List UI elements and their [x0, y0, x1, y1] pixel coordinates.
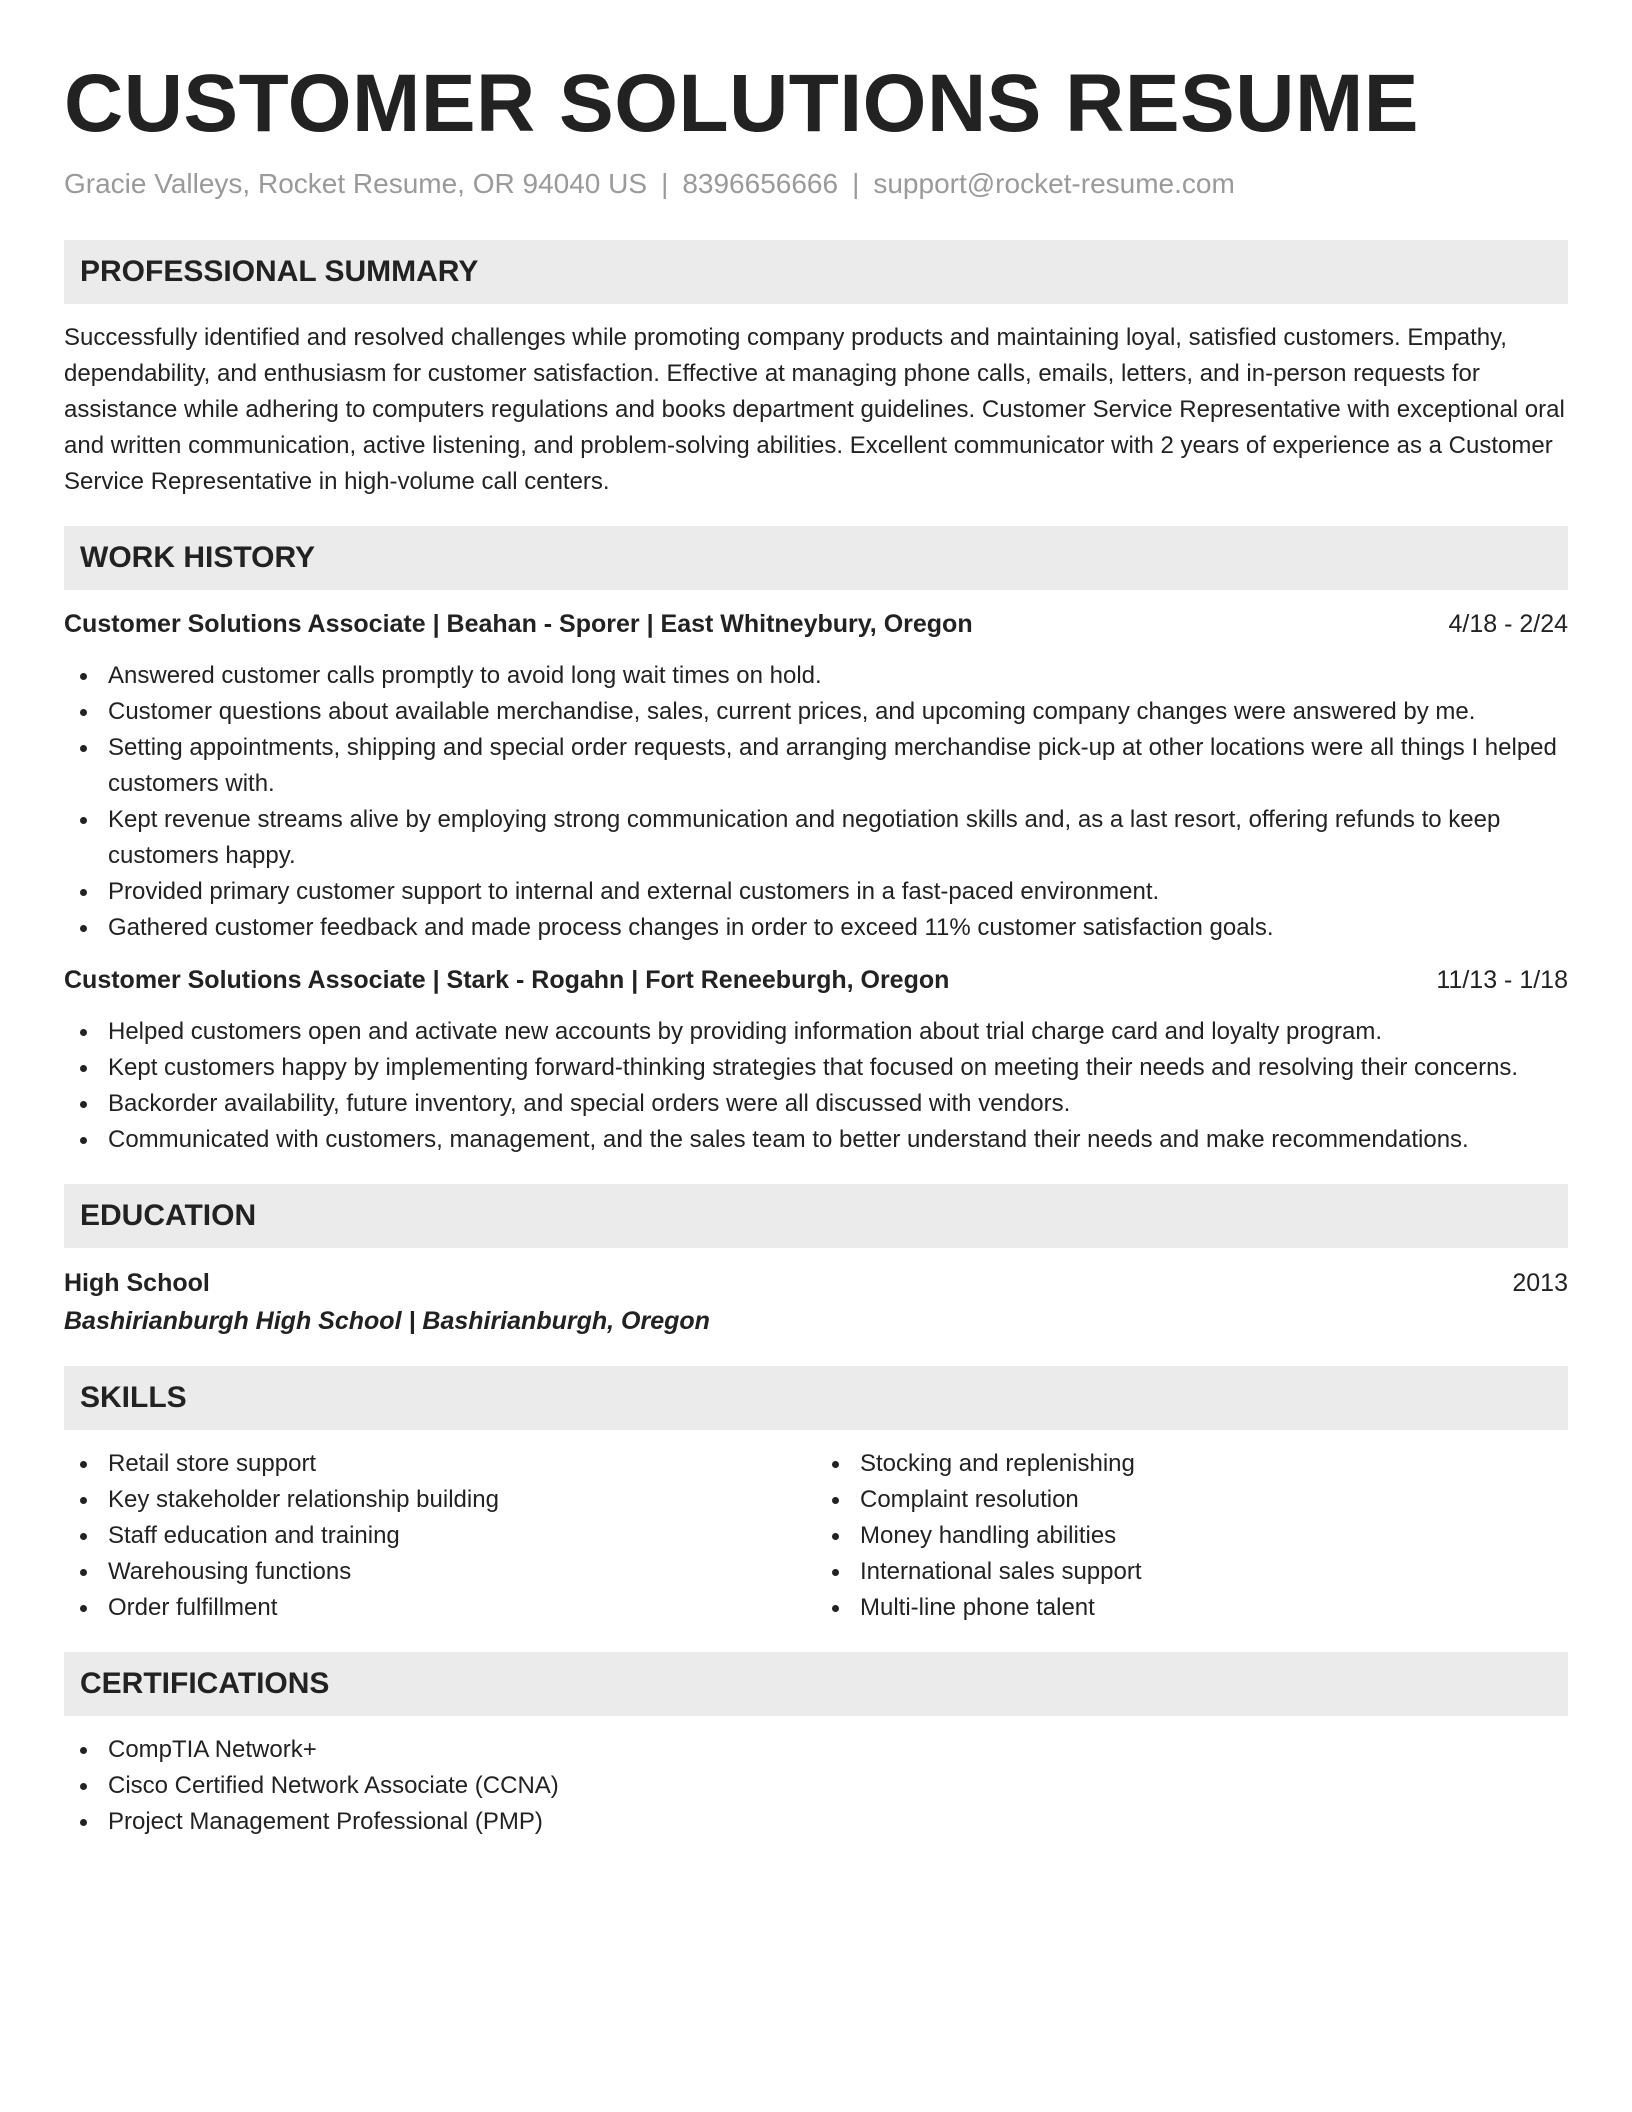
skill-item: International sales support: [816, 1554, 1568, 1590]
certifications-list: [64, 1732, 1568, 1840]
job-entry: [64, 606, 1568, 946]
contact-separator: |: [852, 168, 860, 199]
skill-item: Retail store support: [64, 1446, 816, 1482]
job-dates: 11/13 - 1/18: [1436, 966, 1568, 994]
skill-item: Order fulfillment: [64, 1590, 816, 1626]
education-school: Bashirianburgh High School | Bashirianburgh, Oregon: [64, 1307, 710, 1335]
section-header-skills: SKILLS: [64, 1366, 1568, 1430]
contact-email: support@rocket-resume.com: [873, 168, 1235, 199]
skills-left-column: [64, 1446, 816, 1626]
list-item: Customer questions about available merchandise, sales, current prices, and upcoming company changes were answered by me.: [64, 694, 1568, 730]
certification-item: CompTIA Network+: [64, 1732, 1568, 1768]
job-title: Customer Solutions Associate | Beahan - Sporer | East Whitneybury, Oregon: [64, 610, 973, 638]
job-header: [64, 606, 1568, 642]
job-bullets: [64, 658, 1568, 946]
skill-item: Warehousing functions: [64, 1554, 816, 1590]
job-entry: [64, 962, 1568, 1158]
job-title: Customer Solutions Associate | Stark - Rogahn | Fort Reneeburgh, Oregon: [64, 966, 950, 994]
skill-item: Money handling abilities: [816, 1518, 1568, 1554]
summary-text: Successfully identified and resolved challenges while promoting company products and maintaining loyal, satisfied customers. Empathy, dependability, and enthusiasm for customer satisfaction. Effective at managing phone calls, emails, letters, and in-person requests for assistance while adhering to computers regulations and books department guidelines. Customer Service Representative with exceptional oral and written communication, active listening, and problem-solving abilities. Excellent communicator with 2 years of experience as a Customer Service Representative in high-volume call centers.: [64, 324, 1565, 495]
contact-line: [64, 166, 1568, 202]
contact-phone: 8396656666: [682, 168, 839, 199]
job-header: [64, 962, 1568, 998]
section-header-work-history: WORK HISTORY: [64, 526, 1568, 590]
list-item: Communicated with customers, management, and the sales team to better understand their needs and make recommendations.: [64, 1122, 1568, 1158]
skill-item: Multi-line phone talent: [816, 1590, 1568, 1626]
job-bullets: [64, 1014, 1568, 1158]
job-dates: 4/18 - 2/24: [1448, 610, 1568, 638]
section-header-summary: PROFESSIONAL SUMMARY: [64, 240, 1568, 304]
list-item: Provided primary customer support to internal and external customers in a fast-paced environment.: [64, 874, 1568, 910]
list-item: Setting appointments, shipping and special order requests, and arranging merchandise pick-up at other locations were all things I helped customers with.: [64, 730, 1568, 802]
education-degree: High School: [64, 1269, 210, 1297]
contact-address: Gracie Valleys, Rocket Resume, OR 94040 US: [64, 168, 648, 199]
certification-item: Project Management Professional (PMP): [64, 1804, 1568, 1840]
skills-grid: [64, 1446, 1568, 1626]
section-header-education: EDUCATION: [64, 1184, 1568, 1248]
list-item: Helped customers open and activate new accounts by providing information about trial charge card and loyalty program.: [64, 1014, 1568, 1050]
resume-title: CUSTOMER SOLUTIONS RESUME: [64, 58, 1419, 149]
list-item: Kept customers happy by implementing forward-thinking strategies that focused on meeting their needs and resolving their concerns.: [64, 1050, 1568, 1086]
list-item: Gathered customer feedback and made process changes in order to exceed 11% customer satisfaction goals.: [64, 910, 1568, 946]
list-item: Answered customer calls promptly to avoid long wait times on hold.: [64, 658, 1568, 694]
certification-item: Cisco Certified Network Associate (CCNA): [64, 1768, 1568, 1804]
skill-item: Staff education and training: [64, 1518, 816, 1554]
list-item: Backorder availability, future inventory, and special orders were all discussed with vendors.: [64, 1086, 1568, 1122]
list-item: Kept revenue streams alive by employing strong communication and negotiation skills and, as a last resort, offering refunds to keep customers happy.: [64, 802, 1568, 874]
education-year: 2013: [1512, 1269, 1568, 1297]
skills-right-column: [816, 1446, 1568, 1626]
skill-item: Stocking and replenishing: [816, 1446, 1568, 1482]
section-header-certifications: CERTIFICATIONS: [64, 1652, 1568, 1716]
skill-item: Complaint resolution: [816, 1482, 1568, 1518]
contact-separator: |: [661, 168, 669, 199]
skill-item: Key stakeholder relationship building: [64, 1482, 816, 1518]
education-header: [64, 1264, 1568, 1302]
